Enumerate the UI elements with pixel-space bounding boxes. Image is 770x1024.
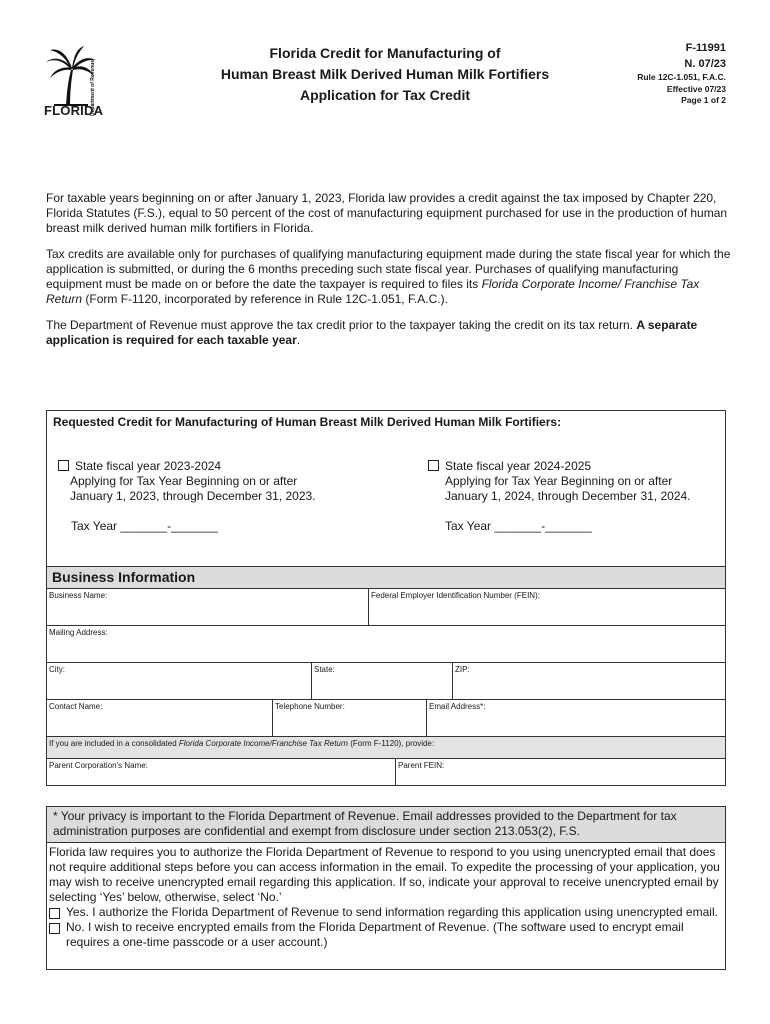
intro-paragraph-2 xyxy=(46,247,736,307)
email-authorization-text: Florida law requires you to authorize the Florida Department of Revenue to respond to you using unencrypted email that does not require additional steps before you can access information in the email. To expedite the processing of your application, you may wish to receive unencrypted email regarding this application. If so, indicate your approval to receive unencrypted email by selecting ‘Yes’ below, otherwise, select ‘No.’ xyxy=(49,845,720,904)
fiscal-year-2024-label: State fiscal year 2024-2025 xyxy=(445,459,592,473)
logo-vertical-text: Department of Revenue xyxy=(90,59,96,116)
business-information-section xyxy=(46,566,726,786)
form-number: F-11991 xyxy=(685,42,726,54)
intro-paragraph-1: For taxable years beginning on or after January 1, 2023, Florida law provides a credit against the tax imposed by Chapter 220, Florida Statutes (F.S.), equal to 50 percent of the cost of manufacturing equipment purchased for use in the production of human breast milk derived human milk fortifiers in Florida. xyxy=(46,191,728,235)
email-yes-checkbox[interactable] xyxy=(49,908,60,919)
email-yes-label: Yes. I authorize the Florida Department of Revenue to send information regarding this application using unencrypted email. xyxy=(66,905,718,919)
privacy-notice: * Your privacy is important to the Florida Department of Revenue. Email addresses provided to the Department for tax administration purposes are confidential and exempt from disclosure under section 213.053(2), F.S. xyxy=(47,807,725,843)
business-name-field[interactable]: Business Name: xyxy=(47,589,369,625)
state-field[interactable]: State: xyxy=(312,663,453,699)
consolidated-return-text xyxy=(47,737,725,758)
business-information-heading: Business Information xyxy=(47,566,725,589)
parent-corporation-name-field[interactable]: Parent Corporation's Name: xyxy=(47,759,396,785)
email-yes-option xyxy=(49,905,723,920)
fiscal-year-2024-option xyxy=(428,459,723,534)
telephone-field[interactable]: Telephone Number: xyxy=(273,700,427,736)
business-row-2 xyxy=(47,626,725,663)
requested-credit-title: Requested Credit for Manufacturing of Human Breast Milk Derived Human Milk Fortifiers: xyxy=(53,415,562,429)
intro-p2-form-name: Florida Corporate Income/ Franchise Tax Return xyxy=(46,277,700,306)
city-field[interactable]: City: xyxy=(47,663,312,699)
fein-field[interactable]: Federal Employer Identification Number (FEIN): xyxy=(371,591,540,600)
title-line-2: Human Breast Milk Derived Human Milk Fortifiers xyxy=(220,66,550,82)
zip-field[interactable]: ZIP: xyxy=(455,665,470,674)
intro-p3-text: The Department of Revenue must approve the tax credit prior to the taxpayer taking the credit on its tax return. xyxy=(46,318,637,332)
intro-p3-bold: A separate application is required for each taxable year xyxy=(46,318,698,347)
business-row-1 xyxy=(47,589,725,626)
requested-credit-section xyxy=(46,410,726,568)
business-row-4 xyxy=(47,700,725,737)
privacy-section xyxy=(46,806,726,970)
page-number: Page 1 of 2 xyxy=(681,95,726,105)
intro-p2-text: Tax credits are available only for purchases of qualifying manufacturing equipment made during the state fiscal year for which the application is submitted, or during the 6 months preceding such state fiscal year. Purchases of qualifying manufacturing equipment must be made on or before the date the taxpayer is required to files its xyxy=(46,247,731,291)
fiscal-year-2024-line3: January 1, 2024, through December 31, 2024. xyxy=(445,489,691,503)
fiscal-year-2023-checkbox[interactable] xyxy=(58,460,69,471)
fiscal-year-2023-line3: January 1, 2023, through December 31, 2023. xyxy=(70,489,316,503)
fiscal-year-2024-line2: Applying for Tax Year Beginning on or after xyxy=(445,474,673,488)
consolidated-text-a: If you are included in a consolidated xyxy=(49,739,179,748)
page-title xyxy=(170,43,600,106)
business-row-6 xyxy=(47,759,725,785)
email-no-label: No. I wish to receive encrypted emails from the Florida Department of Revenue. (The software used to encrypt email requires a one-time passcode or a user account.) xyxy=(66,920,684,949)
email-no-checkbox[interactable] xyxy=(49,923,60,934)
fiscal-year-2023-label: State fiscal year 2023-2024 xyxy=(75,459,222,473)
title-line-3: Application for Tax Credit xyxy=(299,87,471,103)
form-revision: N. 07/23 xyxy=(684,58,726,70)
contact-name-field[interactable]: Contact Name: xyxy=(47,700,273,736)
form-rule: Rule 12C-1.051, F.A.C. xyxy=(637,72,726,82)
consolidated-form-name: Florida Corporate Income/Franchise Tax Return xyxy=(178,739,348,748)
tax-year-2024-field[interactable]: Tax Year _______-_______ xyxy=(445,519,592,533)
consolidated-text-b: (Form F-1120), provide: xyxy=(348,739,435,748)
intro-p2-text-end: (Form F-1120, incorporated by reference in Rule 12C-1.051, F.A.C.). xyxy=(82,292,448,306)
form-effective: Effective 07/23 xyxy=(666,83,726,94)
logo-wordmark: FLORIDA xyxy=(44,103,104,118)
business-row-3 xyxy=(47,663,725,700)
fiscal-year-2023-option xyxy=(58,459,388,534)
parent-fein-field[interactable]: Parent FEIN: xyxy=(398,761,445,770)
fiscal-year-2024-checkbox[interactable] xyxy=(428,460,439,471)
tax-year-2023-field[interactable]: Tax Year _______-_______ xyxy=(71,519,218,533)
consolidated-return-note xyxy=(47,737,725,759)
form-meta xyxy=(566,40,726,107)
email-no-option xyxy=(49,920,723,950)
mailing-address-field[interactable]: Mailing Address: xyxy=(49,628,108,637)
intro-paragraph-3 xyxy=(46,318,736,348)
privacy-body xyxy=(47,843,725,952)
intro-p3-end: . xyxy=(296,333,301,347)
email-field[interactable]: Email Address*: xyxy=(429,702,486,711)
fiscal-year-2023-line2: Applying for Tax Year Beginning on or after xyxy=(70,474,298,488)
title-line-1: Florida Credit for Manufacturing of xyxy=(269,45,501,61)
